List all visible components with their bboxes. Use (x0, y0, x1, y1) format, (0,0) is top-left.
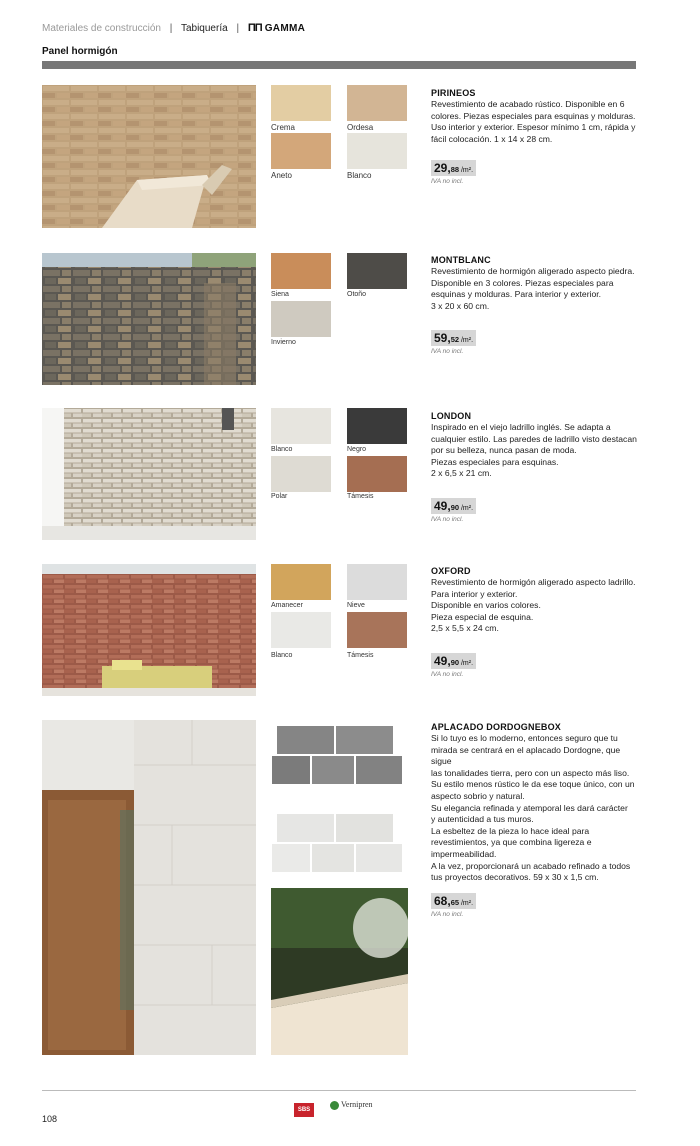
swatch-aneto (271, 133, 331, 169)
swatch-ordesa (347, 85, 407, 121)
breadcrumb: Materiales de construcción | Tabiquería | ΠΠ GAMMA (42, 22, 306, 34)
swatch-label: Nieve (347, 602, 365, 609)
product-description: Revestimiento de acabado rústico. Disponible en 6 colores. Piezas especiales para esquinas y molduras. Uso interior y exterior. Espesor mínimo 1 cm, rápida y fácil colocación. 1 x 14 x 28 cm. (431, 99, 636, 144)
brand-logo: ΠΠ GAMMA (247, 22, 306, 34)
product-name: LONDON (431, 411, 472, 421)
product-name: MONTBLANC (431, 255, 491, 265)
swatch-label: Otoño (347, 291, 367, 298)
swatch-label: Blanco (347, 171, 372, 180)
swatch-label: Támesis (347, 493, 374, 500)
tax-note: IVA no incl. (431, 178, 464, 185)
dordognebox-garden-photo (271, 888, 408, 1055)
swatch-label: Polar (271, 493, 288, 500)
product-price: 49,90 /m². (431, 653, 476, 669)
swatch-label: Crema (271, 123, 296, 132)
swatch-label: Negro (347, 446, 367, 453)
tax-note: IVA no incl. (431, 348, 464, 355)
breadcrumb-category: Materiales de construcción (42, 23, 161, 34)
section-divider (42, 61, 636, 69)
swatch-blanco (347, 133, 407, 169)
product-name: PIRINEOS (431, 88, 476, 98)
breadcrumb-subcategory: Tabiquería (180, 23, 228, 34)
swatch-negro (347, 408, 407, 444)
product-description: Inspirado en el viejo ladrillo inglés. Se adapta a cualquier estilo. Las paredes de ladrillo visto destacan por su belleza, nunca pasan de moda. Piezas especiales para esquinas. 2 x 6,5 x 21 cm. (431, 422, 637, 479)
product-description: Si lo tuyo es lo moderno, entonces seguro que tu mirada se centrará en el aplacado Dordogne, que sigue las tonalidades tierra, pero con un aspecto más liso. Su estilo menos rústico le da ese toque único, con un aspecto sobrio y natural. Su elegancia refinada y atemporal les dará carácter y autenticidad a tus muros. La esbeltez de la pieza lo hace ideal para revestimientos, ya que combina ligereza e impermeabilidad. A la vez, proporcionará un acabado refinado a todos tus proyectos decorativos. 59 x 30 x 1,5 cm. (431, 733, 635, 883)
dordognebox-gray-tiles (271, 722, 406, 786)
swatch-label: Blanco (271, 446, 293, 453)
oxford-photo (42, 564, 256, 696)
product-name: APLACADO DORDOGNEBOX (431, 722, 562, 732)
footer-divider (42, 1090, 636, 1091)
swatch-label: Siena (271, 291, 289, 298)
section-title: Panel hormigón (42, 46, 118, 57)
swatch-label: Blanco (271, 652, 293, 659)
swatch-tamesis (347, 612, 407, 648)
swatch-crema (271, 85, 331, 121)
tax-note: IVA no incl. (431, 671, 464, 678)
product-price: 29,88 /m². (431, 160, 476, 176)
montblanc-photo (42, 253, 256, 385)
tax-note: IVA no incl. (431, 516, 464, 523)
product-description: Revestimiento de hormigón aligerado aspecto ladrillo. Para interior y exterior. Disponible en varios colores. Pieza especial de esquina. 2,5 x 5,5 x 24 cm. (431, 577, 636, 634)
swatch-polar (271, 456, 331, 492)
sbs-logo: SBS (294, 1103, 314, 1117)
swatch-tamesis (347, 456, 407, 492)
vernipren-logo: Vernipren (330, 1100, 373, 1110)
swatch-label: Ordesa (347, 123, 374, 132)
swatch-label: Támesis (347, 652, 374, 659)
product-price: 49,90 /m². (431, 498, 476, 514)
pirineos-photo (42, 85, 256, 228)
dordognebox-photo (42, 720, 256, 1055)
dordognebox-white-tiles (271, 810, 406, 874)
swatch-siena (271, 253, 331, 289)
swatch-label: Aneto (271, 171, 292, 180)
swatch-label: Amanecer (271, 602, 303, 609)
swatch-amanecer (271, 564, 331, 600)
product-price: 68,65 /m². (431, 893, 476, 909)
swatch-blanco (271, 612, 331, 648)
product-name: OXFORD (431, 566, 471, 576)
swatch-blanco (271, 408, 331, 444)
leaf-icon (330, 1101, 339, 1110)
page-number: 108 (42, 1114, 58, 1124)
tax-note: IVA no incl. (431, 911, 464, 918)
swatch-label: Invierno (271, 339, 296, 346)
product-description: Revestimiento de hormigón aligerado aspecto piedra. Disponible en 3 colores. Piezas especiales para esquinas y molduras. Para interior y exterior. 3 x 20 x 60 cm. (431, 266, 635, 311)
brand-mark-icon: ΠΠ (247, 22, 262, 34)
london-photo (42, 408, 256, 540)
swatch-otono (347, 253, 407, 289)
product-price: 59,52 /m². (431, 330, 476, 346)
swatch-nieve (347, 564, 407, 600)
swatch-invierno (271, 301, 331, 337)
